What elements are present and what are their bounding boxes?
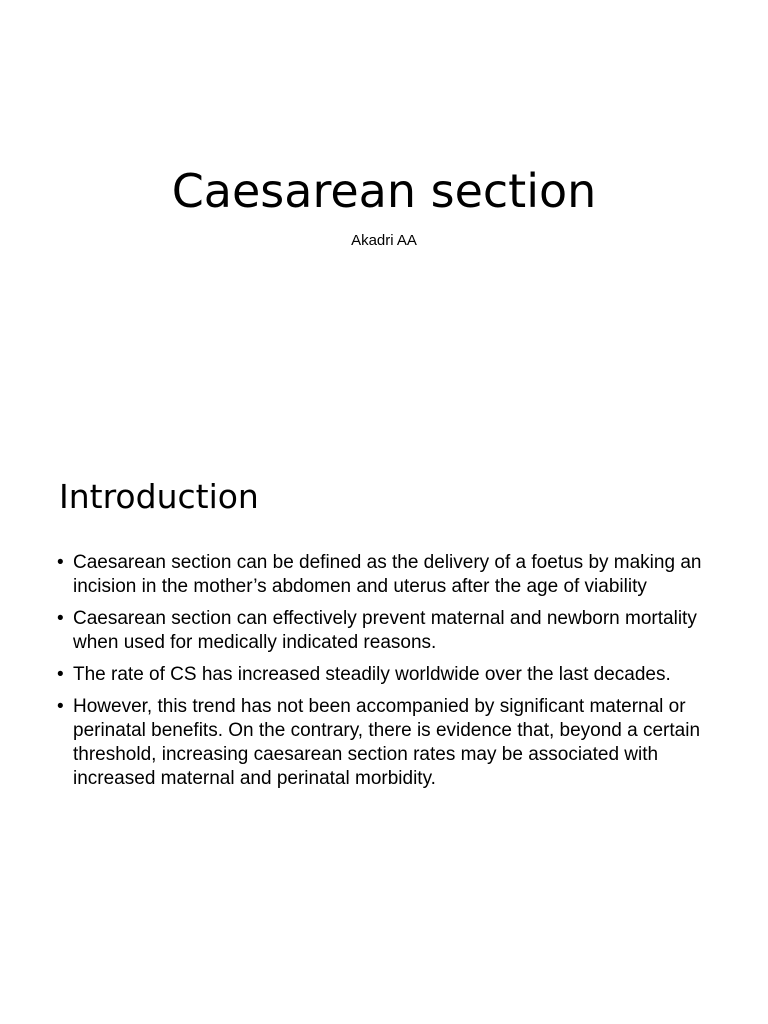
section-heading: Introduction — [59, 477, 259, 516]
slide-title: Caesarean section — [171, 164, 597, 218]
bullet-dot-icon: • — [57, 552, 64, 573]
bullet-item — [57, 551, 727, 599]
bullet-item — [57, 607, 727, 655]
bullet-text: The rate of CS has increased steadily worldwide over the last decades. — [73, 664, 671, 685]
bullet-text: However, this trend has not been accompanied by significant maternal or perinatal benefits. On the contrary, there is evidence that, beyond a certain threshold, increasing caesarean section rates may be associated with increased maternal and perinatal morbidity. — [73, 696, 701, 789]
bullet-text: Caesarean section can be defined as the delivery of a foetus by making an incision in the mother’s abdomen and uterus after the age of viability — [73, 552, 702, 597]
bullet-text: Caesarean section can effectively prevent maternal and newborn mortality when used for medically indicated reasons. — [73, 608, 697, 653]
bullet-dot-icon: • — [57, 696, 64, 717]
bullet-dot-icon: • — [57, 664, 64, 685]
bullet-list — [57, 551, 727, 799]
bullet-dot-icon: • — [57, 608, 64, 629]
bullet-item — [57, 695, 727, 791]
introduction-slide — [0, 410, 768, 1024]
slide-author: Akadri AA — [351, 232, 417, 249]
title-slide — [0, 0, 768, 410]
bullet-item — [57, 663, 727, 687]
